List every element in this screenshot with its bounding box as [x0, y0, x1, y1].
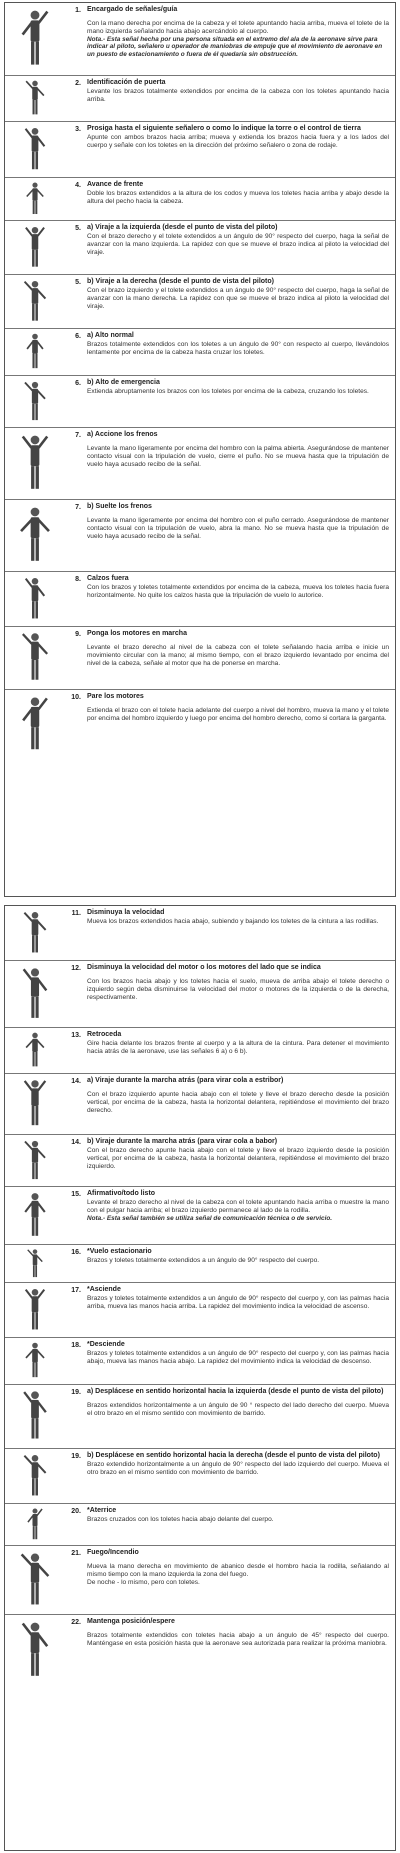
signal-text — [81, 906, 395, 960]
signal-text — [81, 1135, 395, 1186]
signal-number: 3. — [75, 126, 81, 133]
signal-row — [5, 627, 395, 690]
signal-text — [81, 1028, 395, 1073]
signal-title: Retroceda — [87, 1031, 122, 1038]
marshaller-figure-icon — [12, 332, 58, 372]
signal-illustration — [5, 961, 65, 1027]
signal-illustration — [5, 3, 65, 75]
signal-title: Ponga los motores en marcha — [87, 630, 187, 637]
signals-table-part-1 — [4, 2, 396, 897]
signal-text — [81, 1504, 395, 1545]
signal-text — [81, 76, 395, 121]
signal-description: Extienda el brazo con el tolete hacia adelante del cuerpo a nivel del hombro, mueva la mano y el tolete por encima del hombro izquierdo y luego por encima del hombro derecho, como si cortara la garganta. — [87, 706, 389, 722]
marshaller-figure-icon — [12, 380, 58, 424]
signal-description: Con los brazos y toletes totalmente extendidos por encima de la cabeza, mueva los toletes hacia fuera horizontalmente. No quite los calzos hasta que la tripulación de vuelo lo autorice. — [87, 583, 389, 599]
marshaller-figure-icon — [12, 631, 58, 684]
signal-row — [5, 1546, 395, 1615]
signal-row — [5, 1187, 395, 1245]
signal-illustration — [5, 76, 65, 121]
signal-text — [81, 1385, 395, 1448]
signal-row — [5, 690, 395, 759]
signal-number: 1. — [75, 7, 81, 14]
signal-row — [5, 961, 395, 1028]
signal-row — [5, 178, 395, 221]
signal-row — [5, 376, 395, 428]
signal-title: *Desciende — [87, 1341, 125, 1348]
signal-description: Con el brazo izquierdo apunte hacia abajo con el tolete y lleve el brazo derecho desde la posición vertical, por encima de la cabeza, hasta la horizontal delantera, repitiéndose el movimiento del brazo derecho. — [87, 1090, 389, 1114]
marshaller-figure-icon — [12, 126, 58, 173]
signal-text — [81, 1338, 395, 1384]
signal-title: Afirmativo/todo listo — [87, 1190, 156, 1197]
signal-row — [5, 500, 395, 572]
signal-title: b) Alto de emergencia — [87, 379, 160, 386]
signal-description: Con los brazos hacia abajo y los toletes hacia el suelo, mueva de arriba abajo el tolete derecho o izquierdo según deba disminuirse la velocidad del motor o motores de la izquierda o de la derecha, respectivamente. — [87, 977, 389, 1001]
signal-text — [81, 690, 395, 759]
marshaller-figure-icon — [12, 1078, 58, 1130]
signal-text — [81, 1449, 395, 1503]
signal-title: Prosiga hasta el siguiente señalero o como lo indique la torre o el control de tierra — [87, 125, 361, 132]
signal-title: Identificación de puerta — [87, 79, 166, 86]
signal-number: 19. — [71, 1453, 81, 1460]
signal-text — [81, 627, 395, 689]
signal-title: *Asciende — [87, 1286, 121, 1293]
signal-description: Levante los brazos totalmente extendidos por encima de la cabeza con los toletes apuntando hacia arriba. — [87, 87, 389, 103]
signal-text — [81, 1187, 395, 1244]
signal-description: Gire hacia delante los brazos frente al cuerpo y a la altura de la cintura. Para detener el movimiento hacia atrás de la aeronave, use las señales 6 a) o 6 b). — [87, 1039, 389, 1055]
signal-number: 21. — [71, 1550, 81, 1557]
signal-title: Disminuya la velocidad — [87, 909, 165, 916]
marshaller-figure-icon — [12, 279, 58, 325]
signal-text — [81, 1283, 395, 1337]
marshaller-figure-icon — [12, 1287, 58, 1333]
signal-title: Mantenga posición/espere — [87, 1618, 175, 1625]
marshaller-figure-icon — [12, 225, 58, 271]
signal-title: Disminuya la velocidad del motor o los motores del lado que se indica — [87, 964, 321, 971]
marshaller-figure-icon — [12, 1191, 58, 1240]
signal-illustration — [5, 275, 65, 328]
signal-description: Brazos y toletes totalmente extendidos a un ángulo de 90° respecto del cuerpo. — [87, 1256, 320, 1264]
signal-title: Encargado de señales/guía — [87, 6, 178, 13]
signal-illustration — [5, 572, 65, 626]
signal-description: Levante la mano ligeramente por encima del hombro con la palma abierta. Asegurándose de mantener contacto visual con la tripulación de vuelo, cierre el puño. No se mueva hasta que la tripulación de vuelo haya acusado recibo de la señal. — [87, 444, 389, 468]
signal-illustration — [5, 690, 65, 759]
signal-number: 2. — [75, 80, 81, 87]
signal-row — [5, 906, 395, 961]
signal-illustration — [5, 178, 65, 220]
signal-number: 13. — [71, 1032, 81, 1039]
marshaller-figure-icon — [12, 1507, 58, 1542]
signal-illustration — [5, 376, 65, 427]
signal-text — [81, 500, 395, 571]
signal-illustration — [5, 1449, 65, 1503]
signal-note: Nota.- Esta señal hecha por una persona situada en el extremo del ala de la aeronave sirve para indicar al piloto, señalero u operador de maniobras de empuje que el movimiento de aeronave en un puesto de estacionamiento o fuera de él quedaría sin obstrucción. — [87, 35, 383, 58]
signal-number: 8. — [75, 576, 81, 583]
signal-number: 7. — [75, 432, 81, 439]
signal-row — [5, 1283, 395, 1338]
signal-text — [81, 1074, 395, 1134]
signal-number: 6. — [75, 333, 81, 340]
signal-text — [81, 329, 395, 375]
signal-description: Brazos y toletes totalmente extendidos a un ángulo de 90° respecto del cuerpo y, con las palmas hacia abajo, mueva las manos hacia abajo. La rapidez del movimiento indica la velocidad de descenso. — [87, 1349, 389, 1365]
signal-description: Brazos extendidos horizontalmente a un ángulo de 90 ° respecto del lado derecho del cuerpo. Mueva el otro brazo en el mismo sentido con movimiento de barrido. — [87, 1401, 389, 1417]
marshaller-figure-icon — [12, 433, 58, 494]
signal-title: b) Desplácese en sentido horizontal hacia la derecha (desde el punto de vista del piloto) — [87, 1452, 380, 1459]
signal-illustration — [5, 500, 65, 571]
signal-description: Doble los brazos extendidos a la altura de los codos y mueva los toletes hacia arriba y abajo desde la altura del pecho hacia la cabeza. — [87, 189, 389, 205]
marshaller-figure-icon — [12, 1389, 58, 1443]
marshaller-figure-icon — [12, 695, 58, 754]
signal-illustration — [5, 1338, 65, 1384]
signal-text — [81, 122, 395, 177]
signal-number: 7. — [75, 504, 81, 511]
signal-description: Mueva los brazos extendidos hacia abajo, subiendo y bajando los toletes de la cintura a las rodillas. — [87, 917, 379, 925]
signal-text — [81, 1245, 395, 1282]
marshaller-figure-icon — [12, 1248, 58, 1280]
signal-number: 12. — [71, 965, 81, 972]
signal-number: 17. — [71, 1287, 81, 1294]
signal-row — [5, 572, 395, 627]
signal-text — [81, 221, 395, 274]
signals-table-part-2 — [4, 905, 396, 1851]
signal-description: Extienda abruptamente los brazos con los toletes por encima de la cabeza, cruzando los toletes. — [87, 387, 369, 395]
signal-row — [5, 1449, 395, 1504]
signal-illustration — [5, 1074, 65, 1134]
signal-row — [5, 122, 395, 178]
marshaller-figure-icon — [12, 910, 58, 956]
signal-illustration — [5, 1028, 65, 1073]
signal-description: Brazos totalmente extendidos con los toletes a un ángulo de 90° con respecto al cuerpo, llevándolos lentamente por encima de la cabeza hasta cruzar los toletes. — [87, 340, 389, 356]
signal-title: a) Desplácese en sentido horizontal hacia la izquierda (desde el punto de vista del piloto) — [87, 1388, 384, 1395]
signal-description: Con el brazo izquierdo y el tolete extendidos a un ángulo de 90° respecto del cuerpo, haga la señal de avanzar con la mano derecha. La rapidez con que se mueve el brazo indica al piloto la velocidad del viraje. — [87, 286, 389, 310]
signal-description: Levante la mano ligeramente por encima del hombro con el puño cerrado. Asegurándose de mantener contacto visual con la tripulación de vuelo, abra la mano. No se mueva hasta que la tripulación de vuelo haya acusado recibo de la señal. — [87, 516, 389, 540]
marshaller-figure-icon — [12, 1551, 58, 1609]
signal-text — [81, 1615, 395, 1686]
signal-title: Pare los motores — [87, 693, 144, 700]
signal-row — [5, 1338, 395, 1385]
signal-row — [5, 1074, 395, 1135]
marshaller-figure-icon — [12, 1453, 58, 1499]
signal-row — [5, 3, 395, 76]
signal-row — [5, 1615, 395, 1686]
signal-row — [5, 76, 395, 122]
signal-title: a) Alto normal — [87, 332, 134, 339]
signal-illustration — [5, 1546, 65, 1614]
signal-number: 6. — [75, 380, 81, 387]
signal-title: Fuego/Incendio — [87, 1549, 139, 1556]
signal-illustration — [5, 221, 65, 274]
signal-number: 5. — [75, 225, 81, 232]
signal-row — [5, 221, 395, 275]
signal-row — [5, 275, 395, 329]
signal-note: Nota.- Esta señal también se utiliza señal de comunicación técnica o de servicio. — [87, 1214, 333, 1222]
signal-description: Con el brazo derecho apunte hacia abajo con el tolete y lleve el brazo izquierdo desde la posición vertical, por encima de la cabeza, hasta la horizontal delantera, repitiéndose el movimiento del brazo izquierdo. — [87, 1146, 389, 1170]
signal-number: 15. — [71, 1191, 81, 1198]
signal-description: Apunte con ambos brazos hacia arriba; mueva y extienda los brazos hacia fuera y a los lados del cuerpo y señale con los toletes en la dirección del próximo señalero o zona de rodaje. — [87, 133, 389, 149]
marshaller-figure-icon — [12, 1341, 58, 1381]
signal-illustration — [5, 1615, 65, 1686]
signal-title: a) Viraje a la izquierda (desde el punto de vista del piloto) — [87, 224, 278, 231]
signal-text — [81, 572, 395, 626]
signal-title: b) Viraje a la derecha (desde el punto de vista del piloto) — [87, 278, 274, 285]
signal-note: De noche - lo mismo, pero con toletes. — [87, 1578, 200, 1586]
marshaller-figure-icon — [12, 79, 58, 118]
signal-number: 22. — [71, 1619, 81, 1626]
signal-description: Levante el brazo derecho al nivel de la cabeza con el tolete señalando hacia arriba e inicie un movimiento circular con la mano; al mismo tiempo, con el brazo izquierdo levantado por encima del nivel de la cabeza, señale al motor que ha de ponerse en marcha. — [87, 643, 389, 667]
marshaller-figure-icon — [12, 505, 58, 566]
signal-illustration — [5, 122, 65, 177]
signal-illustration — [5, 1504, 65, 1545]
marshaller-figure-icon — [12, 8, 58, 70]
marshaller-figure-icon — [12, 1139, 58, 1183]
signal-title: a) Viraje durante la marcha atrás (para virar cola a estribor) — [87, 1077, 284, 1084]
marshaller-figure-icon — [12, 1031, 58, 1070]
signal-illustration — [5, 1283, 65, 1337]
marshaller-figure-icon — [12, 181, 58, 217]
signal-number: 4. — [75, 182, 81, 189]
signal-row — [5, 1504, 395, 1546]
signal-description: Brazos totalmente extendidos con toletes hacia abajo a un ángulo de 45° respecto del cuerpo. Manténgase en esta posición hasta que la aeronave sea autorizada para realizar la próxima maniobra. — [87, 1631, 389, 1647]
signal-title: a) Accione los frenos — [87, 431, 158, 438]
signal-text — [81, 275, 395, 328]
signal-illustration — [5, 1135, 65, 1186]
signal-text — [81, 178, 395, 220]
marshaller-figure-icon — [12, 1620, 58, 1681]
signal-illustration — [5, 1187, 65, 1244]
signal-number: 14. — [71, 1078, 81, 1085]
signal-illustration — [5, 1245, 65, 1282]
signal-description: Brazos y toletes totalmente extendidos a un ángulo de 90° respecto del cuerpo y, con las palmas hacia arriba, mueva las manos hacia arriba. La rapidez del movimiento indica la velocidad de ascenso. — [87, 1294, 389, 1310]
signal-number: 5. — [75, 279, 81, 286]
signal-row — [5, 329, 395, 376]
signal-illustration — [5, 627, 65, 689]
signal-description: Con el brazo derecho y el tolete extendidos a un ángulo de 90° respecto del cuerpo, haga la señal de avanzar con la mano izquierda. La rapidez con que se mueve el brazo indica al piloto la velocidad del viraje. — [87, 232, 389, 256]
signal-title: *Vuelo estacionario — [87, 1248, 152, 1255]
signal-number: 16. — [71, 1249, 81, 1256]
signal-text — [81, 3, 395, 75]
signal-title: b) Viraje durante la marcha atrás (para virar cola a babor) — [87, 1138, 278, 1145]
signal-text — [81, 428, 395, 499]
signal-row — [5, 1135, 395, 1187]
signal-row — [5, 1245, 395, 1283]
signal-title: Calzos fuera — [87, 575, 129, 582]
signal-number: 19. — [71, 1389, 81, 1396]
signal-title: *Aterrice — [87, 1507, 117, 1514]
signal-text — [81, 376, 395, 427]
signal-illustration — [5, 1385, 65, 1448]
signal-illustration — [5, 329, 65, 375]
signal-row — [5, 1028, 395, 1074]
signal-number: 18. — [71, 1342, 81, 1349]
signal-description: Mueva la mano derecha en movimiento de abanico desde el hombro hacia la rodilla, señalando al mismo tiempo con la mano izquierda la zona del fuego. — [87, 1562, 389, 1578]
signal-row — [5, 1385, 395, 1449]
signal-description: Brazos cruzados con los toletes hacia abajo delante del cuerpo. — [87, 1515, 274, 1523]
signal-title: Avance de frente — [87, 181, 144, 188]
signal-row — [5, 428, 395, 500]
signal-number: 9. — [75, 631, 81, 638]
signal-number: 20. — [71, 1508, 81, 1515]
signal-text — [81, 961, 395, 1027]
signal-illustration — [5, 906, 65, 960]
signal-description: Con la mano derecha por encima de la cabeza y el tolete apuntando hacia arriba, mueva el tolete de la mano izquierda señalando hacia abajo acercándolo al cuerpo. — [87, 19, 389, 35]
marshaller-figure-icon — [12, 966, 58, 1023]
signal-text — [81, 1546, 395, 1614]
signal-number: 14. — [71, 1139, 81, 1146]
signal-number: 11. — [71, 910, 81, 917]
signal-illustration — [5, 428, 65, 499]
signal-description: Brazo extendido horizontalmente a un ángulo de 90° respecto del lado izquierdo del cuerpo. Mueva el otro brazo en el mismo sentido con movimiento de barrido. — [87, 1460, 389, 1476]
marshaller-figure-icon — [12, 576, 58, 622]
signal-description: Levante el brazo derecho al nivel de la cabeza con el tolete apuntando hacia arriba o muestre la mano con el pulgar hacia arriba; el brazo izquierdo permanece al lado de la rodilla. — [87, 1198, 389, 1214]
signal-title: b) Suelte los frenos — [87, 503, 152, 510]
signal-number: 10. — [71, 694, 81, 701]
